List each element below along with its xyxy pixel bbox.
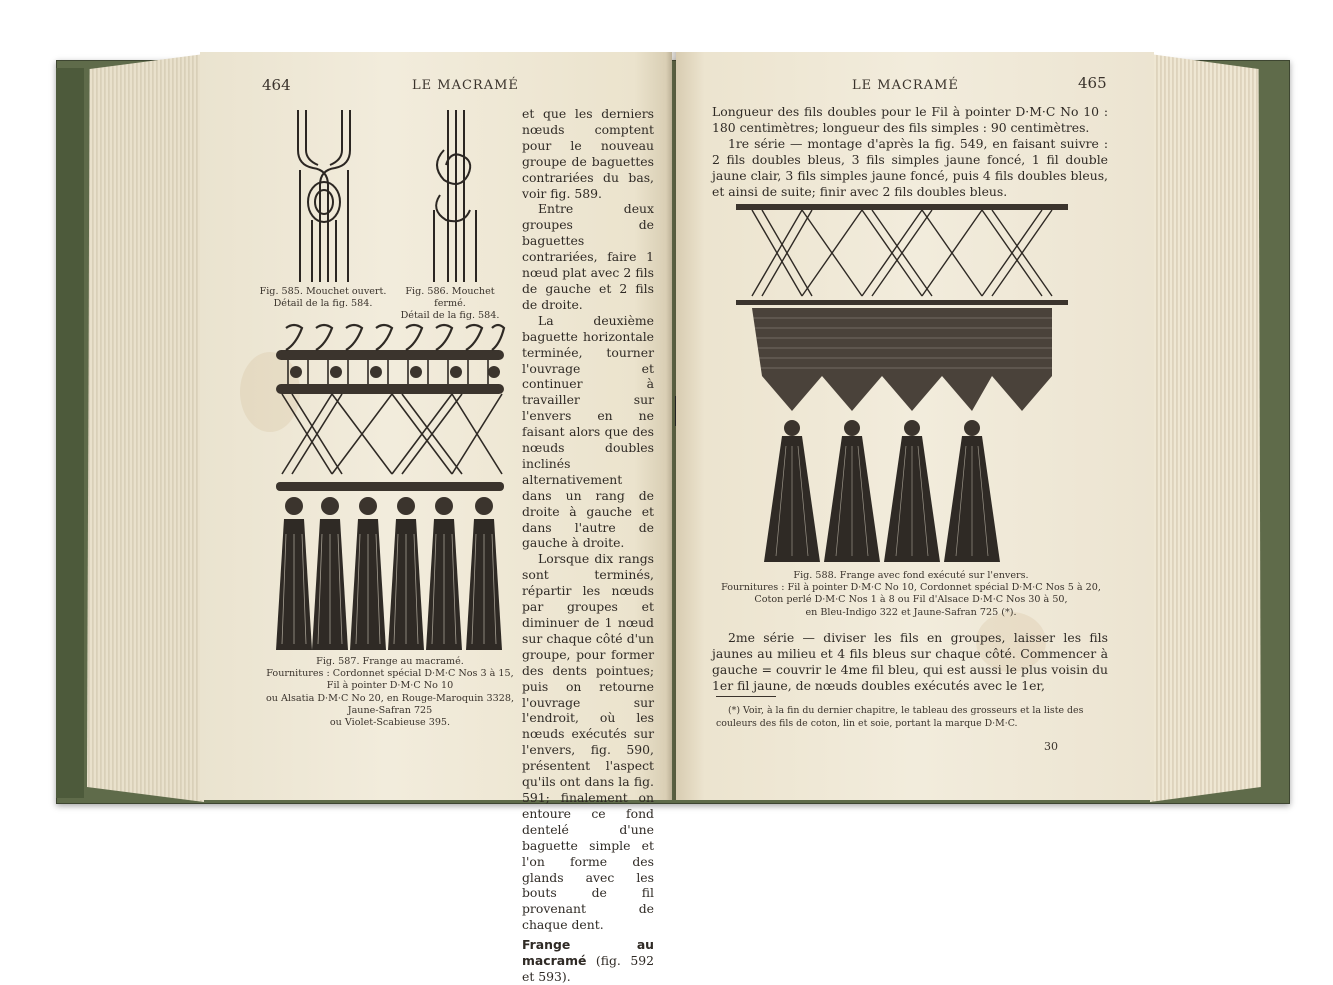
left-paragraph-3: La deuxième baguette horizontale terminée, tourner l'ouvrage et continuer à travailler sur l'envers en ne faisant alors que des nœuds doubles inclinés alternativement dans un rang de droite à gauche et dans l'autre de gauche à droite. [522,312,654,551]
fig588-caption: Fig. 588. Frange avec fond exécuté sur l'envers. [793,570,1029,581]
fig585-illustration [288,110,368,282]
fig587-illustration [272,324,508,654]
section-ref: (fig. 592 et 593). [522,953,654,984]
left-page-number: 464 [262,76,291,94]
left-paragraph-4: Lorsque dix rangs sont terminés, répartir les nœuds par groupes et diminuer de 1 nœud sur chaque côté d'un groupe, pour former des dents pointues; puis on retourne l'ouvrage sur l'endroit, où les nœuds exécutés sur l'envers, fig. 590, présentent l'aspect qu'ils ont dans la fig. 591; finalement on entoure ce fond dentelé d'une baguette simple et l'on forme des glands avec les bouts de fil provenant de chaque dent. [522,551,654,933]
fig585-caption: Fig. 585. Mouchet ouvert. Détail de la fig. 584. [259,286,387,310]
fig587-caption: Fig. 587. Frange au macramé. [316,656,464,667]
signature-mark: 30 [1044,740,1058,753]
footnote: (*) Voir, à la fin du dernier chapitre, le tableau des grosseurs et la liste des couleurs des fils de coton, lin et soie, portant la marque D·M·C. [716,705,1084,729]
right-page-number: 465 [1078,74,1107,92]
fig587-supplies-4: Jaune-Safran 725 [347,704,433,716]
fig588-supplies-3: en Bleu-Indigo 322 et Jaune-Safran 725 (*). [805,606,1017,618]
right-running-head: LE MACRAMÉ [852,78,959,93]
right-serie1: 1re série — montage d'après la fig. 549, en faisant suivre : 2 fils doubles bleus, 3 fils simples jaune foncé, 1 fil double jaune clair, 3 fils simples jaune foncé, puis 4 fils doubles bleus, et ainsi de suite; finir avec 2 fils doubles bleus. [712,135,1108,199]
fig586-illustration [420,110,490,282]
right-serie2-text [712,630,1108,694]
left-section-heading [522,937,654,985]
fig587-caption-block [252,656,528,729]
fig587-supplies-3: ou Alsatia D·M·C No 20, en Rouge-Maroquin 3328, [266,692,514,704]
left-paragraph-2: Entre deux groupes de baguettes contrariées, faire 1 nœud plat avec 2 fils de gauche et 2 fils de droite. [522,201,654,312]
fig588-supplies-2: Coton perlé D·M·C Nos 1 à 8 ou Fil d'Alsace D·M·C Nos 30 à 50, [754,594,1068,606]
fig588-supplies-1: Fournitures : Fil à pointer D·M·C No 10, Cordonnet spécial D·M·C Nos 5 à 20, [721,582,1101,594]
fig588-caption-block [706,570,1116,619]
right-intro-text [712,104,1108,199]
fig587-supplies-2: Fil à pointer D·M·C No 10 [326,680,454,692]
book-spine-cover [56,68,84,798]
section-title: Frange au macramé [522,937,654,969]
left-body-text [522,106,654,985]
right-page-edges [1150,54,1268,802]
left-page-edges [74,54,204,802]
left-page [200,52,672,984]
right-serie2: 2me série — diviser les fils en groupes, laisser les fils jaunes au milieu et 4 fils bleus sur chaque côté. Commencer à gauche = couvrir le 4me fil bleu, qui est aussi le plus voisin du 1er fil jaune, de nœuds doubles exécutés avec le 1er, [712,630,1108,693]
fig588-illustration [732,196,1072,566]
right-intro: Longueur des fils doubles pour le Fil à pointer D·M·C No 10 : 180 centimètres; longueur des fils simples : 90 centimètres. [712,104,1108,135]
fig587-supplies-1: Fournitures : Cordonnet spécial D·M·C Nos 3 à 15, [266,668,514,680]
fig586-caption: Fig. 586. Mouchet fermé. Détail de la fig. 584. [400,286,500,322]
left-running-head: LE MACRAMÉ [412,78,519,93]
left-paragraph-1: et que les derniers nœuds comptent pour le nouveau groupe de baguettes contrariées du bas, voir fig. 589. [522,106,654,201]
right-page [676,52,1154,800]
fig587-supplies-5: ou Violet-Scabieuse 395. [329,717,451,729]
footnote-rule [716,696,776,697]
